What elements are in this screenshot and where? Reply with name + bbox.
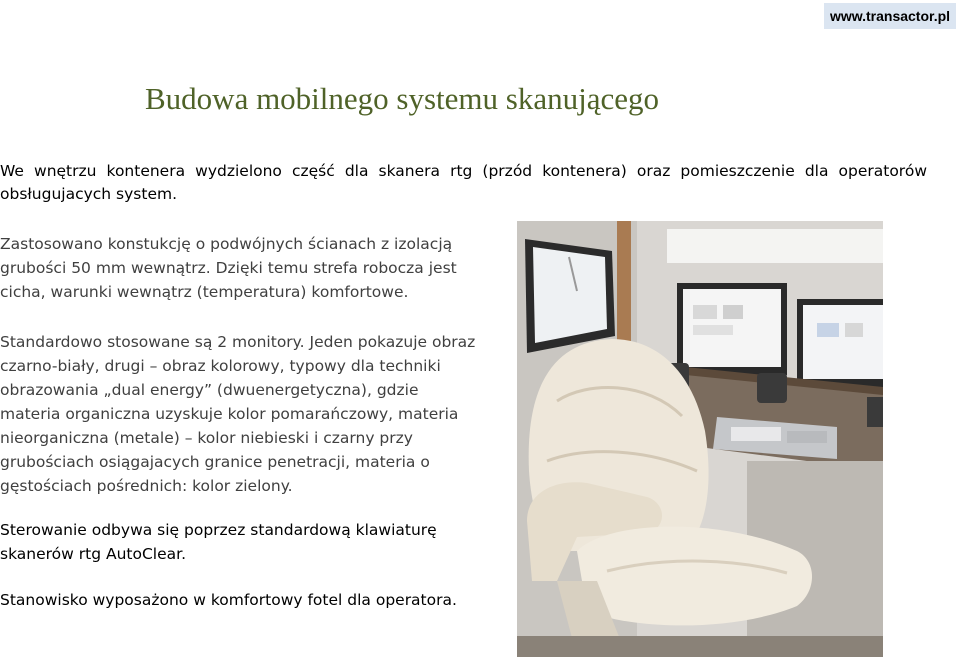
site-url-badge: www.transactor.pl bbox=[824, 3, 956, 29]
construction-paragraph: Zastosowano konstukcję o podwójnych ścianach z izolacją grubości 50 mm wewnątrz. Dzięki temu strefa robocza jest cicha, warunki wewnątrz (temperatura) komfortowe. bbox=[0, 235, 457, 301]
chair-paragraph: Stanowisko wyposażono w komfortowy fotel dla operatora. bbox=[0, 591, 457, 609]
intro-paragraph: We wnętrzu kontenera wydzielono część dla skanera rtg (przód kontenera) oraz pomieszczenie dla operatorów obsługujacych system. bbox=[0, 162, 927, 203]
keyboard-paragraph: Sterowanie odbywa się poprzez standardową klawiaturę skanerów rtg AutoClear. bbox=[0, 521, 437, 563]
monitors-paragraph: Standardowo stosowane są 2 monitory. Jeden pokazuje obraz czarno-biały, drugi – obraz kolorowy, typowy dla techniki obrazowania „dual energy” (dwuenergetyczna), gdzie materia organiczna uzyskuje kolor pomarańczowy, materia nieorganiczna (metale) – kolor niebieski i czarny przy grubościach osiągajacych granice penetracji, materia o gęstościach pośrednich: kolor zielony. bbox=[0, 333, 476, 495]
page-title: Budowa mobilnego systemu skanującego bbox=[145, 81, 659, 116]
operator-station-photo bbox=[517, 221, 883, 657]
